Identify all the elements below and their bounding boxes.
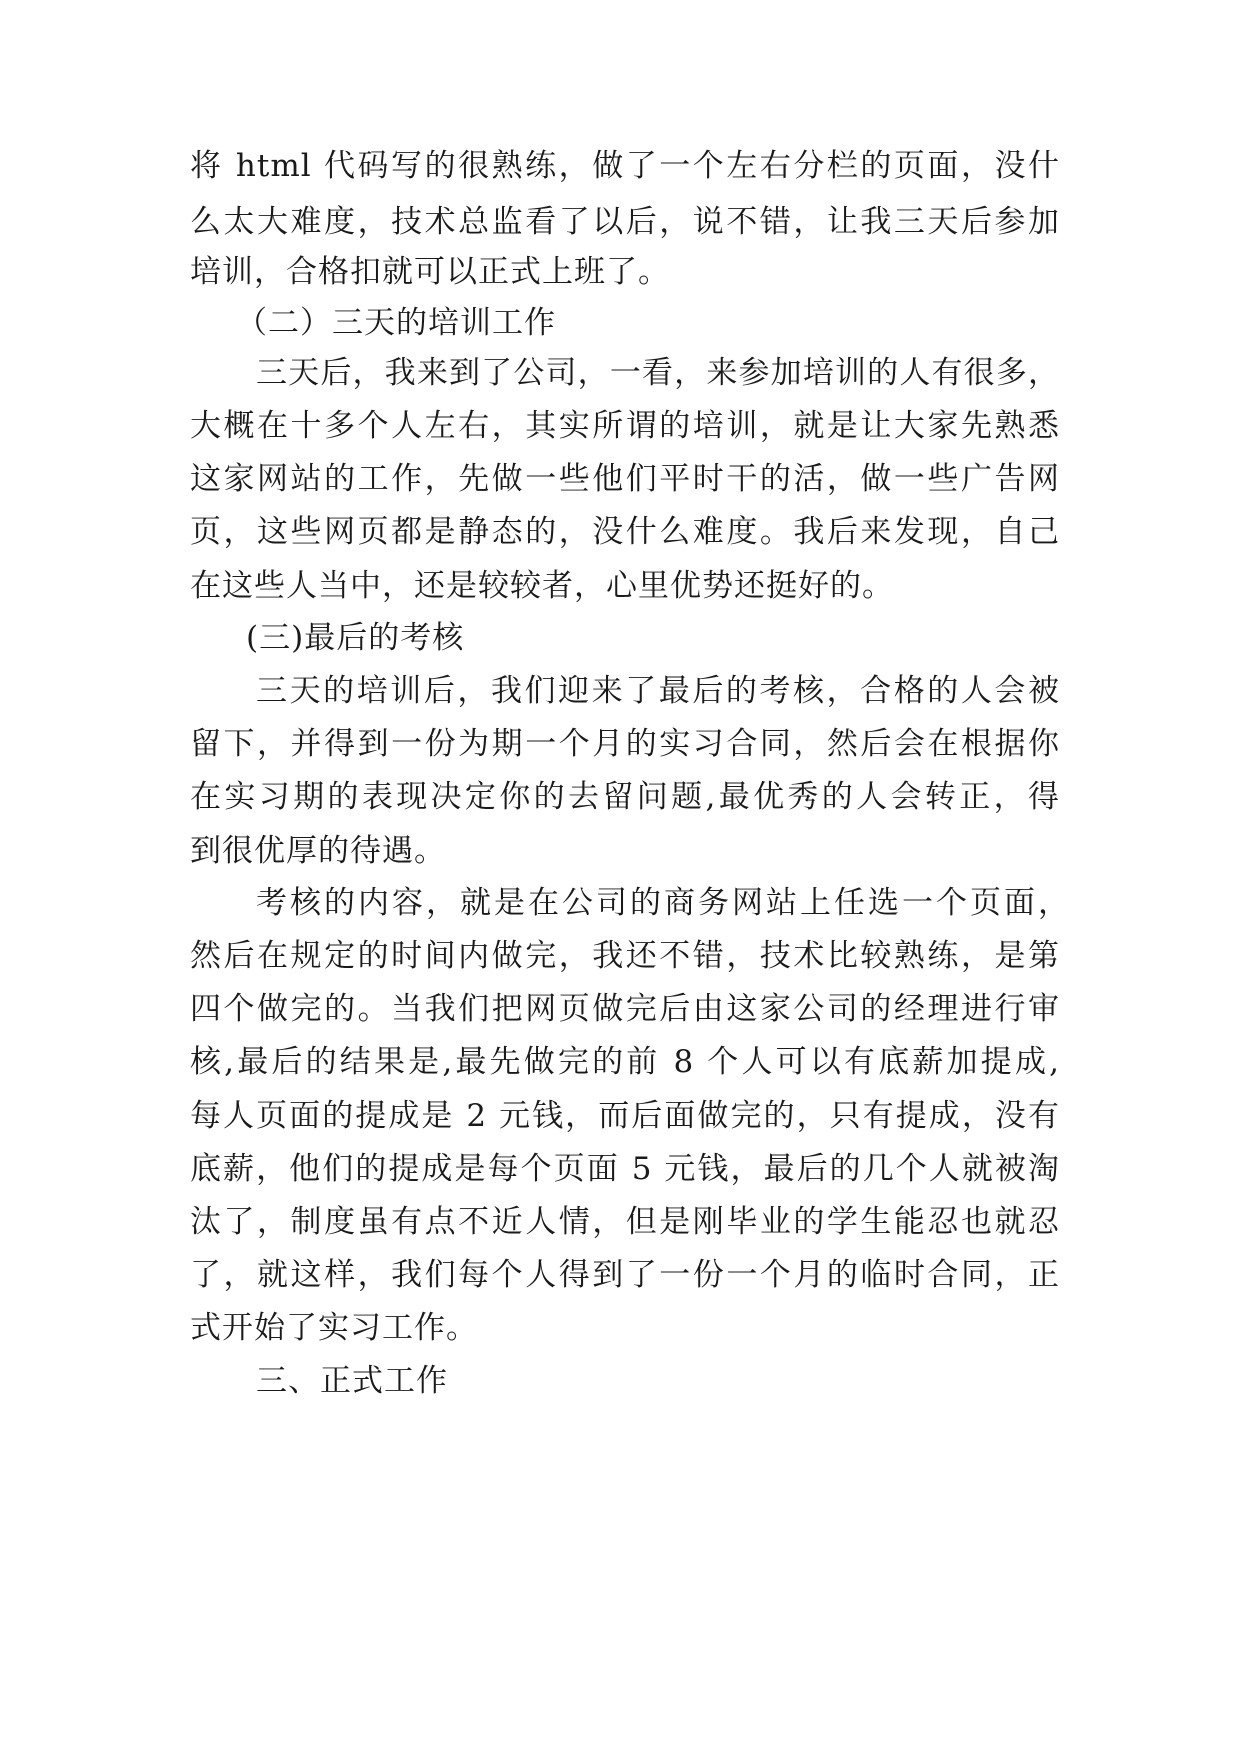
paragraph-line: 在这些人当中，还是较较者，心里优势还挺好的。 — [190, 568, 894, 604]
paragraph-line: 四个做完的。当我们把网页做完后由这家公司的经理进行审 — [190, 991, 1060, 1027]
paragraph-line: 考核的内容，就是在公司的商务网站上任选一个页面， — [256, 885, 1070, 921]
paragraph-line: 汰了，制度虽有点不近人情，但是刚毕业的学生能忍也就忍 — [190, 1204, 1060, 1240]
paragraph-line: 在实习期的表现决定你的去留问题,最优秀的人会转正，得 — [190, 779, 1060, 815]
section-heading: （二）三天的培训工作 — [236, 305, 556, 341]
paragraph-line: 页，这些网页都是静态的，没什么难度。我后来发现，自己 — [190, 514, 1060, 550]
paragraph-line: 式开始了实习工作。 — [190, 1310, 478, 1346]
paragraph-line: 到很优厚的待遇。 — [190, 833, 446, 869]
paragraph-line: 这家网站的工作，先做一些他们平时干的活，做一些广告网 — [190, 461, 1060, 497]
paragraph-line: 了，就这样，我们每个人得到了一份一个月的临时合同，正 — [190, 1257, 1060, 1293]
paragraph-line: 培训，合格扣就可以正式上班了。 — [190, 254, 670, 290]
paragraph-line: 三天后，我来到了公司，一看，来参加培训的人有很多， — [256, 355, 1060, 391]
paragraph-line: 每人页面的提成是 2 元钱，而后面做完的，只有提成，没有 — [190, 1098, 1060, 1134]
paragraph-line: 三天的培训后，我们迎来了最后的考核，合格的人会被 — [256, 673, 1060, 709]
section-heading: (三)最后的考核 — [246, 620, 465, 656]
section-heading: 三、正式工作 — [256, 1363, 448, 1399]
paragraph-line: 么太大难度，技术总监看了以后，说不错，让我三天后参加 — [190, 204, 1060, 240]
paragraph-line: 大概在十多个人左右，其实所谓的培训，就是让大家先熟悉 — [190, 408, 1060, 444]
paragraph-line: 核,最后的结果是,最先做完的前 8 个人可以有底薪加提成, — [190, 1044, 1060, 1080]
paragraph-line: 将 html 代码写的很熟练，做了一个左右分栏的页面，没什 — [190, 148, 1060, 184]
paragraph-line: 留下，并得到一份为期一个月的实习合同，然后会在根据你 — [190, 726, 1060, 762]
paragraph-line: 底薪，他们的提成是每个页面 5 元钱，最后的几个人就被淘 — [190, 1151, 1060, 1187]
paragraph-line: 然后在规定的时间内做完，我还不错，技术比较熟练，是第 — [190, 938, 1060, 974]
